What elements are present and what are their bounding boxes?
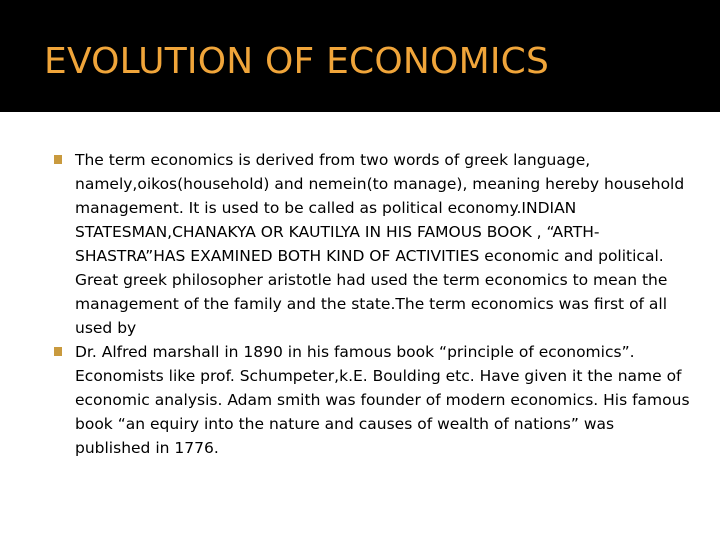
slide-title: EVOLUTION OF ECONOMICS bbox=[44, 41, 550, 82]
bullet-item-2 bbox=[54, 340, 694, 460]
bullet-list bbox=[54, 148, 694, 460]
square-bullet-icon bbox=[54, 155, 62, 164]
bullet-text-2: Dr. Alfred marshall in 1890 in his famous book “principle of economics”. Economists like prof. Schumpeter,k.E. Boulding etc. Have given it the name of economic analysis. Adam smith was founder of modern economics. His famous book “an equiry into the nature and causes of wealth of nations” was published in 1776. bbox=[75, 343, 690, 457]
title-bar bbox=[0, 0, 720, 112]
bullet-text-1: The term economics is derived from two words of greek language, namely,oikos(household) and nemein(to manage), meaning hereby household management. It is used to be called as political economy.INDIAN STATESMAN,CHANAKYA OR KAUTILYA IN HIS FAMOUS BOOK , “ARTH-SHASTRA”HAS EXAMINED BOTH KIND OF ACTIVITIES economic and political. Great greek philosopher aristotle had used the term economics to mean the management of the family and the state.The term economics was first of all used by bbox=[75, 151, 685, 337]
bullet-item-1 bbox=[54, 148, 694, 340]
square-bullet-icon bbox=[54, 347, 62, 356]
